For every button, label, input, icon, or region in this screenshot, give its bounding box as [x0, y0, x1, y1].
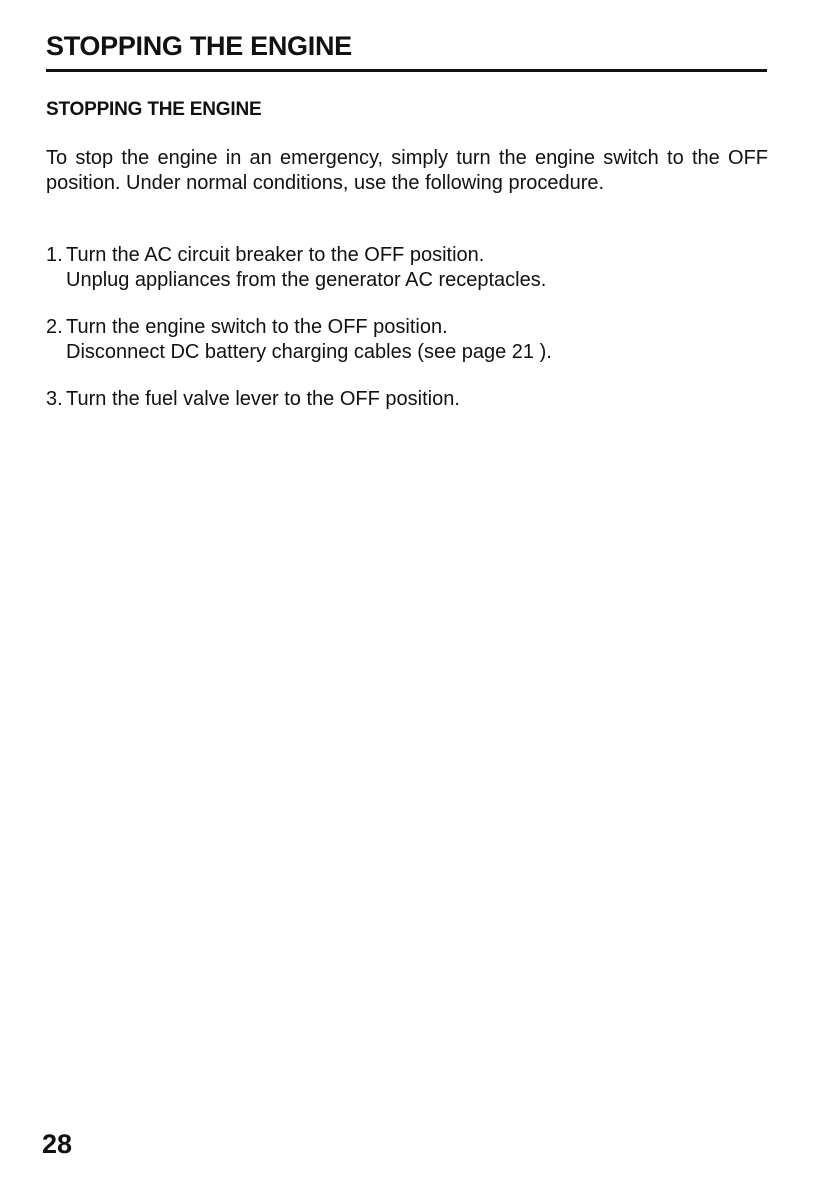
step-item	[46, 243, 768, 293]
procedure-steps	[46, 243, 768, 434]
step-text: Disconnect DC battery charging cables (see page 21 ).	[66, 341, 552, 363]
step-text: Unplug appliances from the generator AC receptacles.	[66, 269, 547, 291]
step-number: 3.	[46, 388, 63, 410]
intro-paragraph: To stop the engine in an emergency, simply turn the engine switch to the OFF position. Under normal conditions, use the following procedure.	[46, 147, 768, 194]
step-text: Turn the engine switch to the OFF position.	[66, 316, 448, 338]
page-number: 28	[42, 1129, 73, 1159]
title-divider	[46, 69, 767, 72]
section-heading: STOPPING THE ENGINE	[46, 99, 262, 120]
step-number: 1.	[46, 244, 63, 266]
step-number: 2.	[46, 316, 63, 338]
step-item	[46, 387, 768, 412]
step-item	[46, 315, 768, 365]
step-text: Turn the AC circuit breaker to the OFF position.	[66, 244, 485, 266]
page-title: STOPPING THE ENGINE	[46, 31, 352, 61]
step-text: Turn the fuel valve lever to the OFF position.	[66, 388, 460, 410]
